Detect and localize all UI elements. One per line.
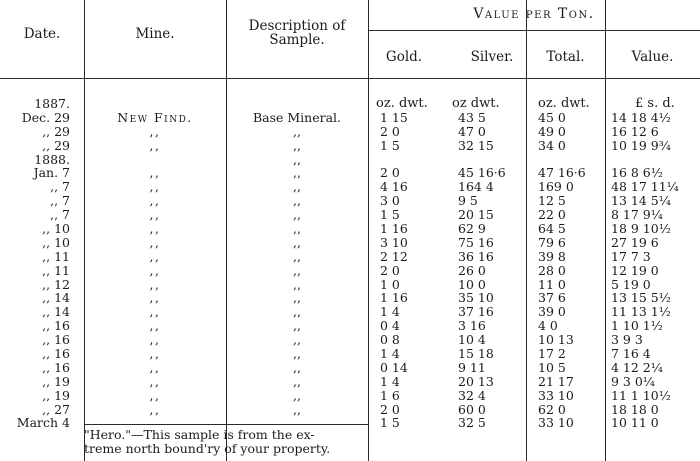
value-cell: 8 17 9¼ xyxy=(611,207,663,223)
total-cell xyxy=(538,153,604,167)
desc-cell: ,, xyxy=(293,234,301,250)
silver-cell xyxy=(458,97,524,111)
date-cell: ,, 29 xyxy=(42,137,70,153)
hero-sample-note xyxy=(84,428,360,456)
value-cell: 13 14 5¼ xyxy=(611,193,671,209)
mine-cell xyxy=(84,97,226,111)
total-cell: 17 2 xyxy=(538,346,566,362)
note-line: "Hero."—This sample is from the ex- xyxy=(84,427,315,442)
silver-cell: 43 5 xyxy=(458,109,486,125)
mine-cell: ,, xyxy=(149,318,161,334)
date-column xyxy=(0,97,70,430)
silver-cell: 35 10 xyxy=(458,290,494,306)
total-column xyxy=(538,97,604,430)
date-cell: ,, 14 xyxy=(42,304,70,320)
desc-cell: ,, xyxy=(293,276,301,292)
silver-cell: 10 0 xyxy=(458,276,486,292)
gold-cell xyxy=(380,97,440,111)
gold-cell: 1 6 xyxy=(380,387,400,403)
mine-cell: ,, xyxy=(149,346,161,362)
gold-cell: 2 0 xyxy=(380,401,400,417)
mine-cell: ,, xyxy=(149,165,161,181)
units-value: £ s. d. xyxy=(635,96,675,111)
total-cell xyxy=(538,97,604,111)
silver-cell: 9 5 xyxy=(458,193,478,209)
silver-cell: 20 15 xyxy=(458,207,494,223)
total-cell: 10 5 xyxy=(538,359,566,375)
silver-cell: 32 5 xyxy=(458,415,486,431)
silver-cell: 60 0 xyxy=(458,401,486,417)
date-cell: Jan. 7 xyxy=(33,165,70,181)
silver-cell: 3 16 xyxy=(458,318,486,334)
silver-cell: 10 4 xyxy=(458,332,486,348)
desc-cell: ,, xyxy=(293,359,301,375)
silver-cell: 32 4 xyxy=(458,387,486,403)
gold-cell: 1 4 xyxy=(380,304,400,320)
mine-cell xyxy=(84,153,226,167)
value-cell: 1 10 1½ xyxy=(611,318,663,334)
total-cell: 22 0 xyxy=(538,207,566,223)
desc-cell: ,, xyxy=(293,346,301,362)
value-cell: 27 19 6 xyxy=(611,234,659,250)
silver-cell: 9 11 xyxy=(458,359,486,375)
date-cell: ,, 29 xyxy=(42,123,70,139)
desc-cell: ,, xyxy=(293,318,301,334)
date-cell: 1887. xyxy=(34,96,70,111)
value-cell: 5 19 0 xyxy=(611,276,651,292)
total-cell: 28 0 xyxy=(538,262,566,278)
silver-column xyxy=(458,97,524,430)
silver-cell: 36 16 xyxy=(458,248,494,264)
silver-cell: 32 15 xyxy=(458,137,494,153)
mine-cell: ,, xyxy=(149,373,161,389)
value-cell: 10 19 9¾ xyxy=(611,137,671,153)
date-cell: ,, 11 xyxy=(42,248,70,264)
header-rule xyxy=(368,30,700,31)
total-cell: 33 10 xyxy=(538,415,574,431)
mine-cell: ,, xyxy=(149,304,161,320)
date-cell: ,, 19 xyxy=(42,387,70,403)
header-rule xyxy=(0,78,700,79)
gold-cell: 1 16 xyxy=(380,221,408,237)
value-cell: 18 18 0 xyxy=(611,401,659,417)
gold-cell: 1 5 xyxy=(380,415,400,431)
date-cell: ,, 14 xyxy=(42,290,70,306)
desc-cell: ,, xyxy=(293,332,301,348)
header-total: Total. xyxy=(546,49,585,65)
date-cell: ,, 16 xyxy=(42,346,70,362)
desc-cell: ,, xyxy=(293,401,301,417)
gold-cell: 3 10 xyxy=(380,234,408,250)
total-cell: 33 10 xyxy=(538,387,574,403)
value-cell: 9 3 0¼ xyxy=(611,373,655,389)
value-cell: 16 12 6 xyxy=(611,123,659,139)
total-cell: 169 0 xyxy=(538,179,574,195)
mine-cell: ,, xyxy=(149,221,161,237)
value-cell: 3 9 3 xyxy=(611,332,643,348)
value-column xyxy=(611,97,700,430)
mine-cell: ,, xyxy=(149,193,161,209)
silver-cell xyxy=(458,153,524,167)
mine-cell: ,, xyxy=(149,137,161,153)
silver-cell: 26 0 xyxy=(458,262,486,278)
desc-cell: ,, xyxy=(293,248,301,264)
desc-cell: ,, xyxy=(293,165,301,181)
total-cell: 64 5 xyxy=(538,221,566,237)
header-value: Value. xyxy=(631,49,674,65)
header-gold: Gold. xyxy=(385,49,423,65)
silver-cell: 37 16 xyxy=(458,304,494,320)
mine-column xyxy=(84,97,226,430)
date-cell: ,, 7 xyxy=(50,193,70,209)
mine-cell: ,, xyxy=(149,123,161,139)
date-cell: ,, 16 xyxy=(42,332,70,348)
desc-cell: ,, xyxy=(293,221,301,237)
total-cell: 45 0 xyxy=(538,109,566,125)
mine-cell: ,, xyxy=(149,179,161,195)
total-cell: 21 17 xyxy=(538,373,574,389)
gold-cell: 2 0 xyxy=(380,123,400,139)
desc-cell: ,, xyxy=(293,304,301,320)
value-cell: 16 8 6½ xyxy=(611,165,663,181)
mine-cell: ,, xyxy=(149,387,161,403)
desc-cell: ,, xyxy=(293,179,301,195)
gold-cell xyxy=(380,153,440,167)
desc-cell: ,, xyxy=(293,373,301,389)
gold-column xyxy=(380,97,440,430)
value-cell xyxy=(611,97,700,111)
silver-cell: 45 16·6 xyxy=(458,165,506,181)
value-cell xyxy=(611,153,700,167)
date-cell: 1888. xyxy=(34,151,70,167)
value-cell: 17 7 3 xyxy=(611,248,651,264)
desc-cell: ,, xyxy=(293,193,301,209)
value-cell: 4 12 2¼ xyxy=(611,359,663,375)
mine-cell: ,, xyxy=(149,359,161,375)
date-cell: ,, 7 xyxy=(50,207,70,223)
mine-cell: ,, xyxy=(149,401,161,417)
date-cell: ,, 10 xyxy=(42,221,70,237)
header-silver: Silver. xyxy=(470,49,514,65)
date-cell: ,, 7 xyxy=(50,179,70,195)
column-rule xyxy=(605,0,606,461)
total-cell: 39 0 xyxy=(538,304,566,320)
gold-cell: 3 0 xyxy=(380,193,400,209)
gold-cell: 2 0 xyxy=(380,262,400,278)
gold-cell: 1 16 xyxy=(380,290,408,306)
date-cell: March 4 xyxy=(16,415,70,431)
column-rule xyxy=(368,0,369,461)
silver-cell: 75 16 xyxy=(458,234,494,250)
gold-cell: 1 5 xyxy=(380,207,400,223)
date-cell: ,, 16 xyxy=(42,359,70,375)
value-cell: 7 16 4 xyxy=(611,346,651,362)
desc-cell: ,, xyxy=(293,207,301,223)
gold-cell: 2 12 xyxy=(380,248,408,264)
desc-cell: ,, xyxy=(293,137,301,153)
gold-cell: 0 14 xyxy=(380,359,408,375)
value-cell: 10 11 0 xyxy=(611,415,659,431)
date-cell: ,, 19 xyxy=(42,373,70,389)
desc-cell: ,, xyxy=(293,262,301,278)
date-cell: ,, 12 xyxy=(42,276,70,292)
date-cell: ,, 27 xyxy=(42,401,70,417)
value-cell: 18 9 10½ xyxy=(611,221,671,237)
mine-cell: ,, xyxy=(149,248,161,264)
header-date: Date. xyxy=(23,26,61,42)
silver-cell: 47 0 xyxy=(458,123,486,139)
units-gold: oz. dwt. xyxy=(376,96,428,111)
desc-cell: ,, xyxy=(293,387,301,403)
total-cell: 11 0 xyxy=(538,276,566,292)
gold-cell: 4 16 xyxy=(380,179,408,195)
gold-cell: 1 4 xyxy=(380,346,400,362)
units-total: oz. dwt. xyxy=(538,96,590,111)
mine-cell: ,, xyxy=(149,207,161,223)
total-cell: 39 8 xyxy=(538,248,566,264)
mine-cell: ,, xyxy=(149,234,161,250)
note-line: treme north bound'ry of your property. xyxy=(84,441,331,456)
date-cell: ,, 10 xyxy=(42,234,70,250)
units-silver: oz dwt. xyxy=(452,96,500,111)
total-cell: 62 0 xyxy=(538,401,566,417)
total-cell: 4 0 xyxy=(538,318,558,334)
header-description: Description of Sample. xyxy=(248,18,346,48)
value-cell: 12 19 0 xyxy=(611,262,659,278)
value-cell: 11 1 10½ xyxy=(611,387,671,403)
desc-cell: Base Mineral. xyxy=(252,109,342,125)
silver-cell: 20 13 xyxy=(458,373,494,389)
gold-cell: 1 5 xyxy=(380,137,400,153)
mine-cell: ,, xyxy=(149,262,161,278)
gold-cell: 1 4 xyxy=(380,373,400,389)
total-cell: 49 0 xyxy=(538,123,566,139)
total-cell: 12 5 xyxy=(538,193,566,209)
gold-cell: 1 15 xyxy=(380,109,408,125)
desc-cell: ,, xyxy=(293,123,301,139)
date-cell: ,, 16 xyxy=(42,318,70,334)
header-value-per-ton: Value per Ton. xyxy=(473,6,595,22)
total-cell: 37 6 xyxy=(538,290,566,306)
gold-cell: 0 4 xyxy=(380,318,400,334)
gold-cell: 1 0 xyxy=(380,276,400,292)
silver-cell: 62 9 xyxy=(458,221,486,237)
desc-cell xyxy=(226,97,368,111)
header-mine: Mine. xyxy=(135,26,175,42)
gold-cell: 0 8 xyxy=(380,332,400,348)
value-cell: 14 18 4½ xyxy=(611,109,671,125)
date-cell: ,, 11 xyxy=(42,262,70,278)
total-cell: 10 13 xyxy=(538,332,574,348)
desc-cell: ,, xyxy=(293,290,301,306)
column-rule xyxy=(526,0,527,461)
value-cell: 13 15 5½ xyxy=(611,290,671,306)
total-cell: 79 6 xyxy=(538,234,566,250)
description-column xyxy=(226,97,368,430)
mine-cell: ,, xyxy=(149,276,161,292)
total-cell: 34 0 xyxy=(538,137,566,153)
mine-cell: New Find. xyxy=(117,109,193,125)
silver-cell: 15 18 xyxy=(458,346,494,362)
mine-cell: ,, xyxy=(149,332,161,348)
date-cell: Dec. 29 xyxy=(21,109,70,125)
mine-cell: ,, xyxy=(149,290,161,306)
desc-cell: ,, xyxy=(293,151,301,167)
total-cell: 47 16·6 xyxy=(538,165,586,181)
value-cell: 11 13 1½ xyxy=(611,304,671,320)
value-cell: 48 17 11¼ xyxy=(611,179,679,195)
gold-cell: 2 0 xyxy=(380,165,400,181)
silver-cell: 164 4 xyxy=(458,179,494,195)
